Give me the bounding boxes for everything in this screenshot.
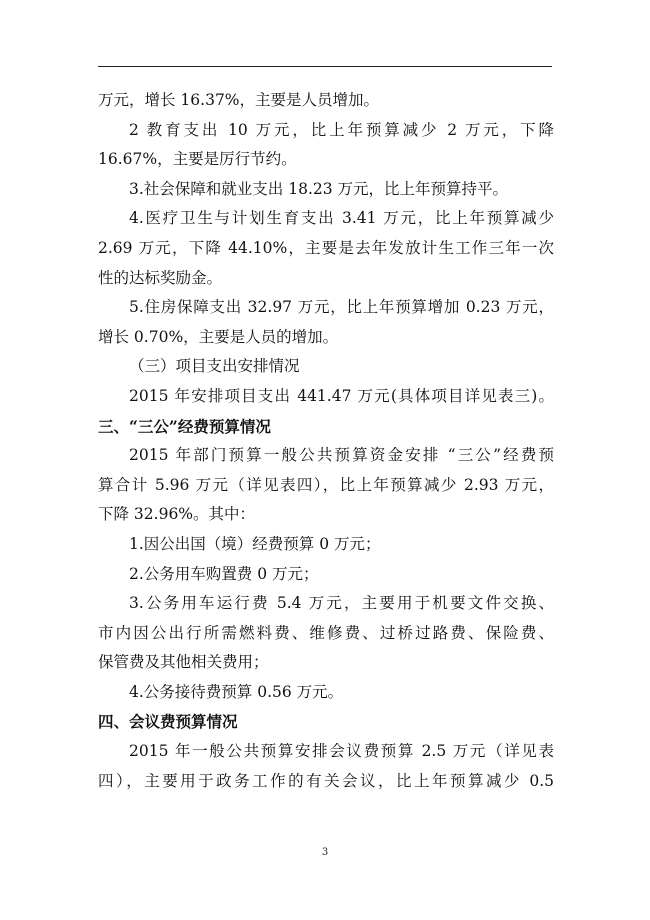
paragraph-line: 下降 32.96%。其中： xyxy=(98,505,256,524)
paragraph-line: 性的达标奖励金。 xyxy=(98,268,223,287)
list-item: 2.公务用车购置费 0 万元； xyxy=(129,564,319,583)
section-heading: 三、“三公”经费预算情况 xyxy=(98,416,271,436)
paragraph-line: 4.医疗卫生与计划生育支出 3.41 万元，比上年预算减少 xyxy=(129,209,554,228)
header-rule xyxy=(98,66,552,67)
paragraph-line: 3.社会保障和就业支出 18.23 万元，比上年预算持平。 xyxy=(129,179,509,198)
list-item: 1.因公出国（境）经费预算 0 万元； xyxy=(129,534,381,553)
page-number: 3 xyxy=(321,847,329,858)
paragraph-line: 市内因公出行所需燃料费、维修费、过桥过路费、保险费、 xyxy=(98,623,554,642)
paragraph-line: 万元，增长 16.37%，主要是人员增加。 xyxy=(98,91,380,109)
paragraph-line: 2015 年一般公共预算安排会议费预算 2.5 万元（详见表 xyxy=(129,742,554,761)
paragraph-line: 保管费及其他相关费用； xyxy=(98,653,269,672)
document-body xyxy=(98,86,554,796)
paragraph-line: 四），主要用于政务工作的有关会议，比上年预算减少 0.5 xyxy=(98,771,554,790)
paragraph-line: 算合计 5.96 万元（详见表四），比上年预算减少 2.93 万元， xyxy=(98,475,554,494)
list-item: 3.公务用车运行费 5.4 万元，主要用于机要文件交换、 xyxy=(129,594,554,613)
paragraph-line: 16.67%，主要是厉行节约。 xyxy=(98,150,297,169)
paragraph-line: 2015 年部门预算一般公共预算资金安排 “三公”经费预 xyxy=(129,446,554,465)
section-heading: （三）项目支出安排情况 xyxy=(129,357,300,376)
list-item: 4.公务接待费预算 0.56 万元。 xyxy=(129,682,344,701)
paragraph-line: 增长 0.70%，主要是人员的增加。 xyxy=(98,327,339,346)
paragraph-line: 2015 年安排项目支出 441.47 万元(具体项目详见表三)。 xyxy=(129,386,554,405)
paragraph-line: 2.69 万元，下降 44.10%，主要是去年发放计生工作三年一次 xyxy=(98,238,554,257)
section-heading: 四、会议费预算情况 xyxy=(98,712,238,732)
paragraph-line: 5.住房保障支出 32.97 万元，比上年预算增加 0.23 万元， xyxy=(129,298,554,317)
paragraph-line: 2 教育支出 10 万元，比上年预算减少 2 万元，下降 xyxy=(129,120,554,139)
